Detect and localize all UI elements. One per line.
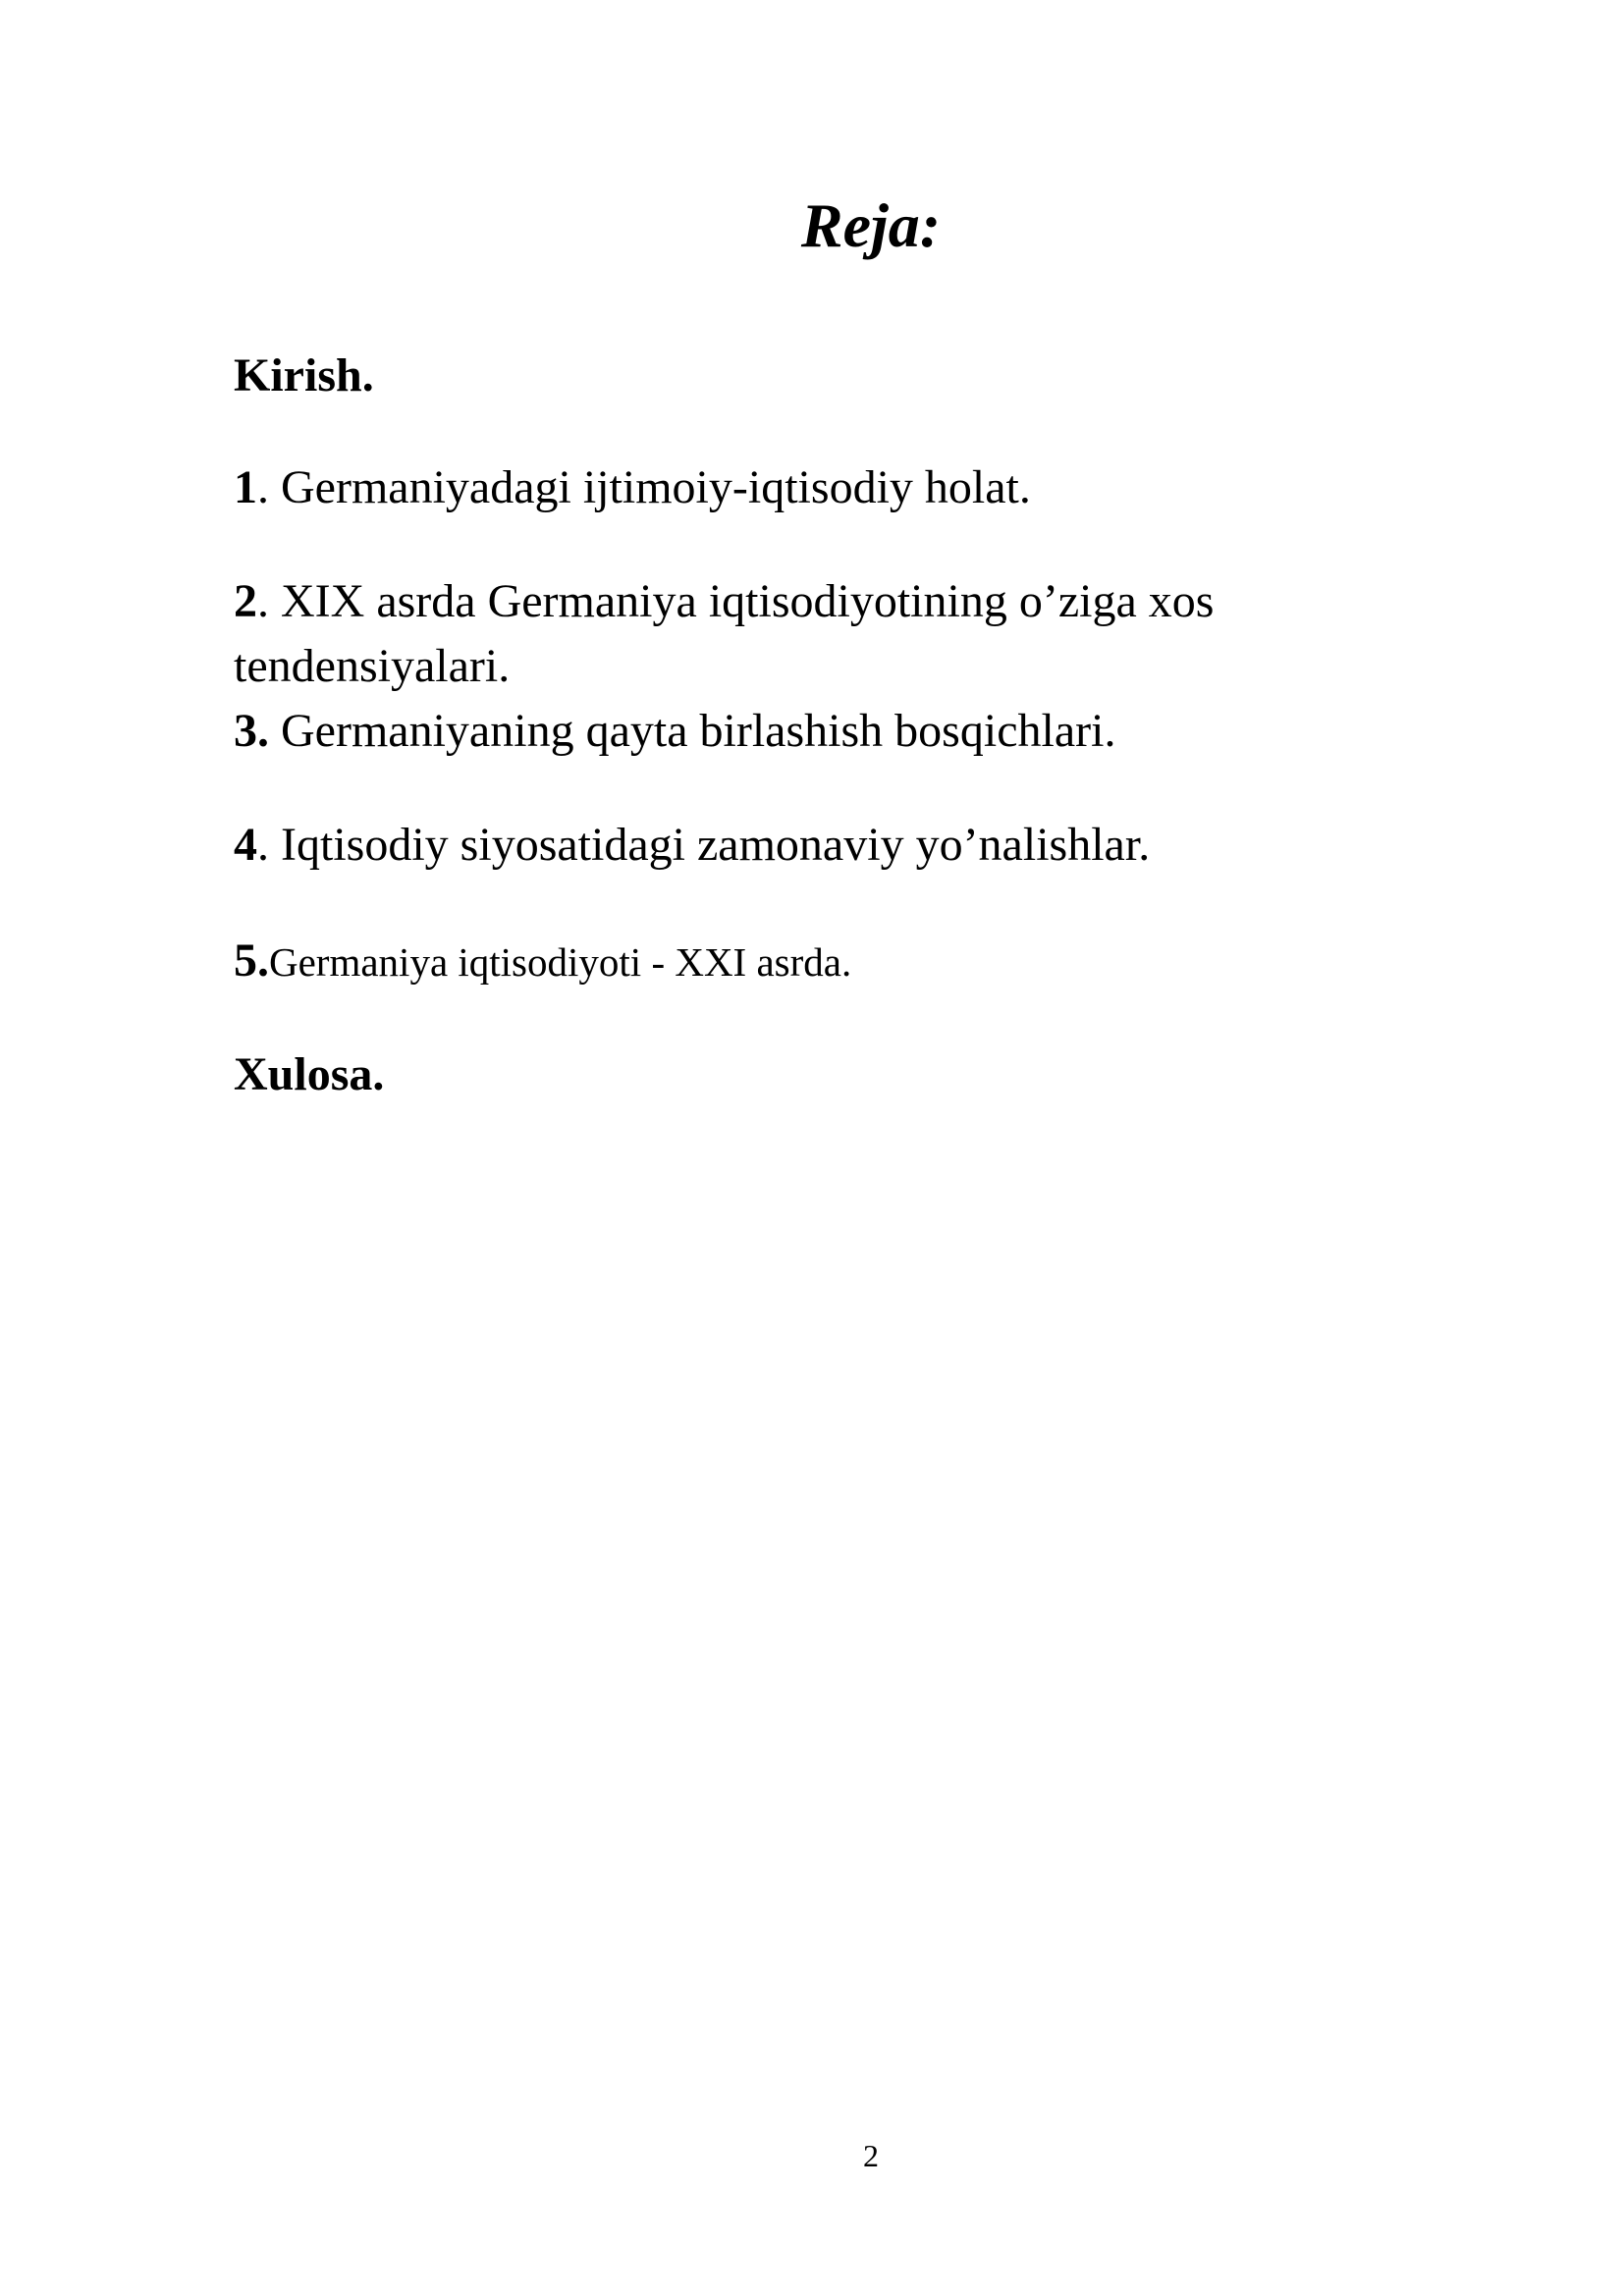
plan-item-2-continuation: tendensiyalari. xyxy=(234,640,511,692)
plan-item-3 xyxy=(234,699,1115,764)
plan-item-2 xyxy=(234,569,1214,634)
page-number: 2 xyxy=(863,2138,879,2173)
page-title: Reja: xyxy=(800,190,942,260)
item-number: 2 xyxy=(234,575,257,627)
conclusion-heading: Xulosa. xyxy=(234,1048,385,1100)
item-separator: . xyxy=(257,819,269,871)
item-number: 3. xyxy=(234,705,269,757)
plan-item-4 xyxy=(234,813,1150,878)
item-text: Germaniya iqtisodiyoti - XXI asrda. xyxy=(269,939,852,985)
item-text: Iqtisodiy siyosatidagi zamonaviy yo’nalishlar. xyxy=(269,819,1151,871)
plan-item-5 xyxy=(234,929,851,994)
plan-item-1 xyxy=(234,455,1031,520)
item-separator: . xyxy=(257,575,269,627)
intro-heading: Kirish. xyxy=(234,349,374,401)
item-separator: . xyxy=(257,461,269,513)
item-text: Germaniyadagi ijtimoiy-iqtisodiy holat. xyxy=(269,461,1031,513)
item-number: 4 xyxy=(234,819,257,871)
item-text: Germaniyaning qayta birlashish bosqichlari. xyxy=(269,705,1116,757)
item-text: XIX asrda Germaniya iqtisodiyotining o’ziga xos xyxy=(269,575,1215,627)
item-number: 5. xyxy=(234,934,269,987)
item-number: 1 xyxy=(234,461,257,513)
